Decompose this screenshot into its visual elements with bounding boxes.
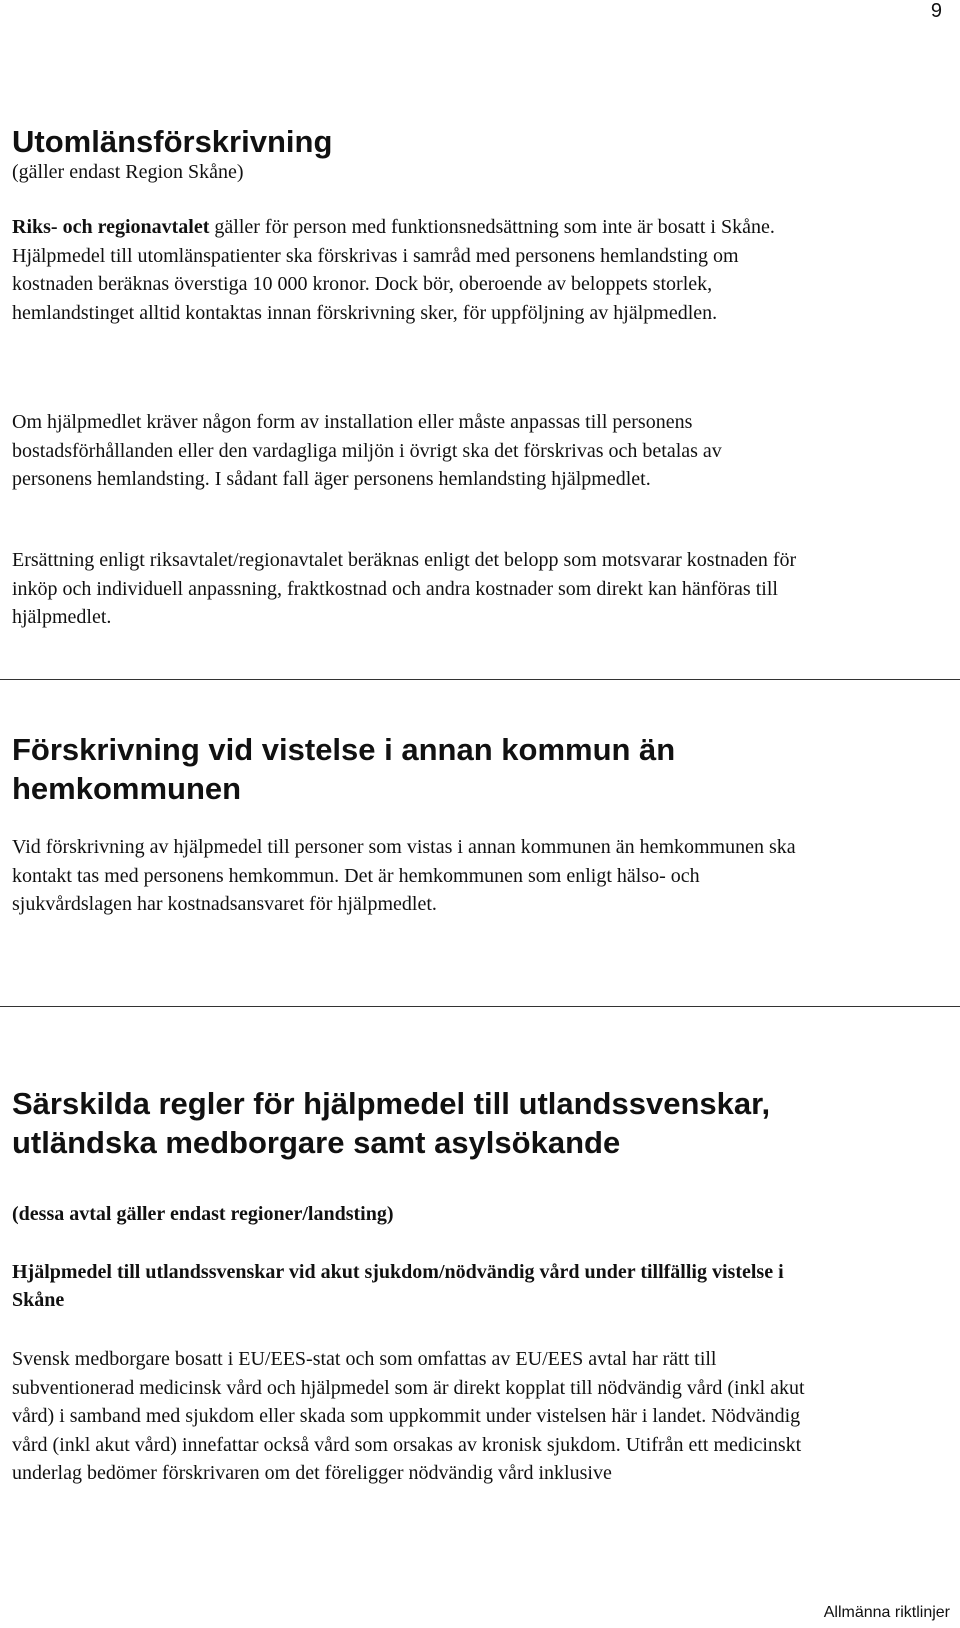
section-divider — [0, 1006, 960, 1007]
riksavtal-bold: Riks- och regionavtalet — [12, 216, 210, 238]
section-subtitle-sarskilda-regler: (dessa avtal gäller endast regioner/landsting) — [12, 1203, 394, 1225]
section-subtitle-utomlans: (gäller endast Region Skåne) — [12, 161, 244, 183]
paragraph-utlandssvenskar: Svensk medborgare bosatt i EU/EES-stat och som omfattas av EU/EES avtal har rätt till subventionerad medicinsk vård och hjälpmedel som är direkt kopplat till nödvändig vård (inkl akut vård) i samband med sjukdom eller skada som uppkommit under vistelsen här i landet. Nödvändig vård (inkl akut vård) innefattar också vård som orsakas av kronisk sjukdom. Utifrån ett medicinskt underlag bedömer förskrivaren om det föreligger nödvändig vård inklusive — [12, 1348, 805, 1484]
page-number: 9 — [930, 0, 942, 22]
section-divider — [0, 679, 960, 680]
paragraph-riksavtal — [12, 213, 812, 327]
section-title-vistelse: Förskrivning vid vistelse i annan kommun än hemkommunen — [12, 732, 676, 806]
riksavtal-text: gäller för person med funktionsnedsättning som inte är bosatt i Skåne. — [209, 216, 775, 238]
utomlans-text: Hjälpmedel till utomlänspatienter ska förskrivas i samråd med personens hemlandsting om kostnaden beräknas överstiga 10 000 kronor. Dock bör, oberoende av beloppets storlek, hemlandstinget alltid kontaktas innan förskrivning sker, för uppföljning av hjälpmedlen. — [12, 244, 739, 324]
paragraph-installation: Om hjälpmedlet kräver någon form av installation eller måste anpassas till personens bostadsförhållanden eller den vardagliga miljön i övrigt ska det förskrivas och betalas av personens hemlandsting. I sådant fall äger personens hemlandsting hjälpmedlet. — [12, 411, 722, 490]
section-title-utomlans: Utomlänsförskrivning — [12, 124, 333, 159]
section-title-sarskilda-regler: Särskilda regler för hjälpmedel till utlandssvenskar, utländska medborgare samt asylsökande — [12, 1086, 771, 1160]
paragraph-vistelse: Vid förskrivning av hjälpmedel till personer som vistas i annan kommunen än hemkommunen ska kontakt tas med personens hemkommun. Det är hemkommunen som enligt hälso- och sjukvårdslagen har kostnadsansvaret för hjälpmedlet. — [12, 836, 796, 915]
subheading-utlandssvenskar: Hjälpmedel till utlandssvenskar vid akut sjukdom/nödvändig vård under tillfällig vistelse i Skåne — [12, 1261, 784, 1311]
footer-text: Allmänna riktlinjer — [823, 1604, 950, 1621]
paragraph-ersattning: Ersättning enligt riksavtalet/regionavtalet beräknas enligt det belopp som motsvarar kostnaden för inköp och individuell anpassning, fraktkostnad och andra kostnader som direkt kan hänföras till hjälpmedlet. — [12, 549, 797, 628]
